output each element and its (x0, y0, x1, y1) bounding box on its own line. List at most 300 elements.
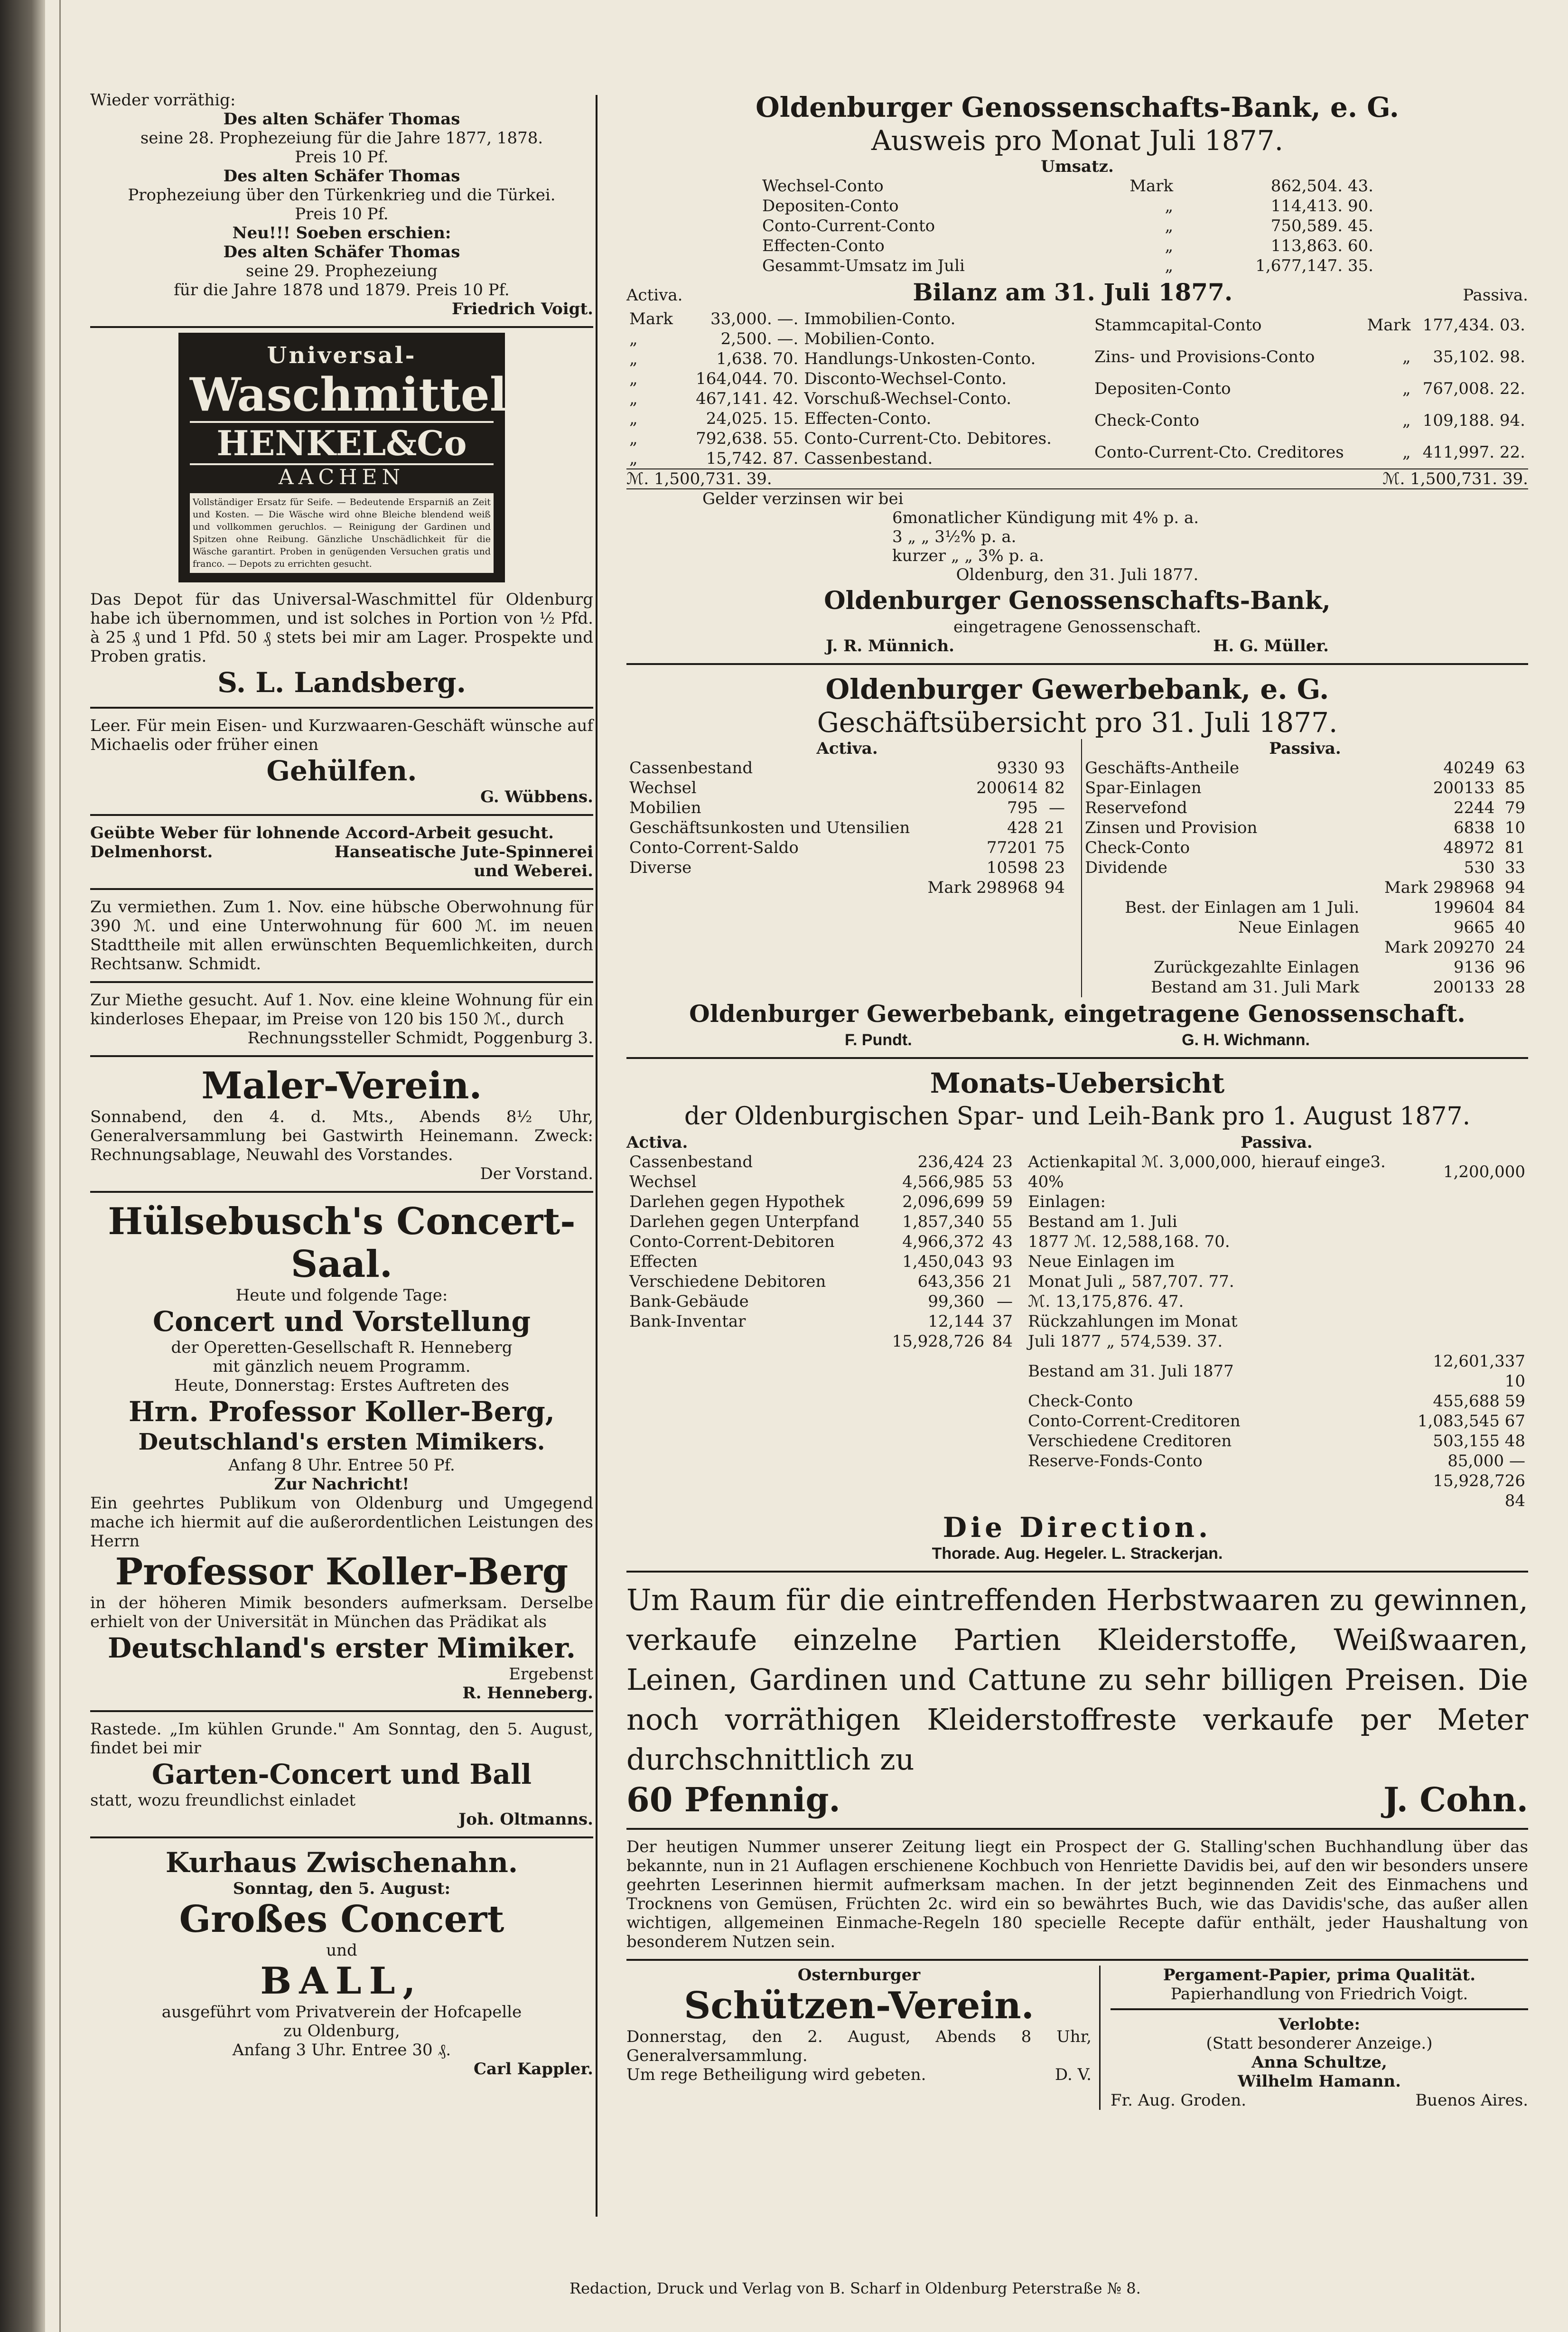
table-cell: Conto-Current-Conto (762, 216, 935, 235)
table-cell: 40249 (1443, 759, 1495, 777)
divider (90, 981, 593, 983)
divider (626, 1959, 1528, 1961)
table-cell: 43 (992, 1232, 1013, 1251)
table-cell (626, 878, 921, 898)
ad-text: (Statt besonderer Anzeige.) (1206, 2034, 1433, 2053)
table-cell: 200133 (1433, 778, 1495, 797)
ad-text: Leer. Für mein Eisen- und Kurzwaaren-Geschäft wünsche auf Michaelis oder früher einen (90, 716, 593, 754)
bilanz-passiva-table (1092, 309, 1528, 468)
table-cell: Zins- und Provisions-Conto (1094, 347, 1315, 366)
table-cell: Darlehen gegen Hypothek (629, 1192, 845, 1211)
table-cell: 28 (1504, 978, 1525, 997)
table-cell: „ (1165, 236, 1174, 255)
ad-text: Zu vermiethen. Zum 1. Nov. eine hübsche Oberwohnung für 390 ℳ. und eine Unterwohnung für 600 ℳ. im neuen Stadttheile mit allen erwünschten Bequemlichkeiten, durch Rechtsanw. Schmidt. (90, 898, 593, 974)
signature: J. R. Münnich. (826, 637, 955, 656)
table-cell: Conto-Corrent-Creditoren (1028, 1412, 1241, 1431)
table-cell: 862,504. 43. (1270, 177, 1373, 196)
ad-signature: Papierhandlung von Friedrich Voigt. (1170, 1985, 1468, 2004)
ad-heading: Concert und Vorstellung (152, 1305, 531, 1338)
table-row (1082, 758, 1528, 778)
table-cell: Check-Conto (1085, 838, 1190, 857)
ad-text: Ein geehrtes Publikum von Oldenburg und Umgegend mache ich hiermit auf die außerordentlichen Leistungen des Herrn (90, 1494, 593, 1551)
table-row (759, 236, 1376, 256)
activa-label: Activa. (626, 286, 683, 305)
table-cell: 12,144 (928, 1312, 985, 1331)
table-cell: „ (1402, 411, 1411, 431)
table-cell: 33,000. —. (710, 309, 799, 328)
table-cell: 109,188. 94. (1422, 411, 1525, 431)
table-cell: Mark (1367, 315, 1411, 335)
table-cell: 200133 (1433, 978, 1495, 997)
table-cell (626, 1331, 881, 1351)
divider (90, 814, 593, 816)
table-cell: Wechsel (629, 778, 697, 797)
ad-text: Heute, Donnerstag: Erstes Auftreten des (174, 1376, 509, 1395)
table-cell (1407, 1232, 1528, 1252)
table-cell: 85,000 — (1447, 1452, 1525, 1470)
table-row (1025, 1192, 1528, 1212)
table-row (1092, 309, 1528, 341)
ad-text: Wilhelm Hamann. (1238, 2072, 1401, 2091)
table-cell: 2,500. —. (720, 329, 799, 348)
table-row (626, 1232, 1016, 1252)
binding-line (59, 0, 61, 2332)
divider (626, 1828, 1528, 1830)
table-row (1082, 937, 1528, 957)
table-cell: Geschäfts-Antheile (1085, 759, 1240, 777)
table-row (626, 1252, 1016, 1272)
table-cell: „ (629, 429, 638, 448)
signatures: Thorade. Aug. Hegeler. L. Strackerjan. (932, 1545, 1223, 1563)
zins-text: Gelder verzinsen wir bei (702, 489, 904, 508)
passiva-label: Passiva. (1463, 286, 1528, 305)
table-cell: 455,688 59 (1433, 1392, 1525, 1411)
ad-heading: Kurhaus Zwischenahn. (165, 1846, 518, 1879)
table-row (1025, 1252, 1528, 1272)
ad-heading: Gehülfen. (266, 755, 417, 787)
table-cell: Bank-Gebäude (629, 1292, 749, 1311)
ad-heading: Deutschland's ersten Mimikers. (138, 1429, 545, 1455)
passiva-label: Passiva. (1269, 739, 1341, 758)
table-cell: 59 (992, 1192, 1013, 1211)
table-cell: 93 (992, 1252, 1013, 1271)
table-cell: 411,997. 22. (1422, 443, 1525, 462)
table-cell: „ (629, 449, 638, 468)
table-row (1025, 1232, 1528, 1252)
ad-rastede (90, 1717, 593, 1832)
table-row (759, 256, 1376, 276)
table-cell: 24,025. 15. (706, 409, 799, 428)
table-cell: 48972 (1443, 838, 1495, 857)
divider (626, 1571, 1528, 1573)
ad-text: Zur Nachricht! (274, 1475, 410, 1494)
table-row (1082, 977, 1528, 997)
ad-text: Das Depot für das Universal-Waschmittel für Oldenburg habe ich übernommen, und ist solches in Portion von ½ Pfd. à 25 ₰ und 1 Pfd. 50 ₰ stets bei mir am Lager. Prospekte und Proben gratis. (90, 590, 593, 666)
table-cell: 12,601,337 10 (1433, 1352, 1525, 1391)
ad-heading: Maler-Verein. (201, 1064, 482, 1107)
table-cell (1407, 1311, 1528, 1331)
table-cell: Geschäftsunkosten und Utensilien (629, 818, 910, 837)
ad-text: seine 28. Prophezeiung für die Jahre 1877, 1878. (140, 129, 543, 148)
table-cell: Mark 209270 (1384, 938, 1495, 957)
ad-text: Preis 10 Pf. (295, 148, 389, 167)
passiva-total: ℳ. 1,500,731. 39. (1382, 469, 1528, 488)
henkel-line: AACHEN (278, 465, 405, 489)
table-row (1025, 1272, 1528, 1292)
table-cell: 643,356 (917, 1272, 985, 1291)
column-separator (596, 95, 597, 2217)
ad-heading: Des alten Schäfer Thomas (223, 243, 460, 262)
ad-schuetzen-verein (626, 1966, 1101, 2110)
ad-text: Heute und folgende Tage: (235, 1286, 448, 1305)
table-cell (1025, 1471, 1407, 1511)
table-cell: Check-Conto (1094, 411, 1200, 431)
ad-price: 60 Pfennig. (626, 1780, 840, 1819)
table-row (1025, 1212, 1528, 1232)
table-row (759, 176, 1376, 196)
table-row (1082, 858, 1528, 878)
ad-heading: Großes Concert (179, 1898, 504, 1941)
table-row (626, 758, 1068, 778)
table-cell: 21 (992, 1272, 1013, 1291)
henkel-fineprint: Vollständiger Ersatz für Seife. — Bedeutende Ersparniß an Zeit und Kosten. — Die Wäsche wird ohne Bleiche blendend weiß und vollkommen geruchlos. — Reinigung der Gardinen und Spitzen ohne Reibung. Gänzliche Unschädlichkeit für die Wäsche garantirt. Proben in genügenden Versuchen gratis und franco. — Depots zu errichten gesucht. (190, 493, 494, 573)
table-cell: Neue Einlagen im (1028, 1252, 1175, 1271)
table-cell: 94 (1044, 878, 1065, 897)
table-row (1025, 1471, 1528, 1511)
ad-text: Um Raum für die eintreffenden Herbstwaaren zu gewinnen, verkaufe einzelne Partien Kleiderstoffe, Weißwaaren, Leinen, Gardinen und Cattune zu sehr billigen Preisen. Die noch vorräthigen Kleiderstoffreste verkaufe per Meter durchschnittlich zu (626, 1583, 1528, 1777)
table-cell: Wechsel (629, 1172, 697, 1191)
henkel-logo-ad (178, 333, 505, 582)
table-cell: 792,638. 55. (696, 429, 799, 448)
table-cell: 55 (992, 1212, 1013, 1231)
right-column (626, 88, 1528, 2110)
table-row (1082, 878, 1528, 898)
ad-signature: R. Henneberg. (462, 1684, 593, 1703)
divider (626, 663, 1528, 665)
table-row (626, 329, 1082, 349)
ad-text: Rastede. „Im kühlen Grunde." Am Sonntag, den 5. August, findet bei mir (90, 1720, 593, 1758)
ad-text: Ergebenst (509, 1665, 593, 1684)
table-cell: Dividende (1085, 858, 1167, 877)
table-row (1082, 838, 1528, 858)
table-cell (1407, 1192, 1528, 1212)
table-cell: „ (629, 409, 638, 428)
zins-text: kurzer „ „ 3% p. a. (892, 546, 1044, 565)
ad-text: der Operetten-Gesellschaft R. Henneberg (171, 1338, 513, 1357)
ad-text: ausgeführt vom Privatverein der Hofcapelle (161, 2003, 522, 2022)
spar-passiva (1025, 1133, 1528, 1511)
table-cell: Mark 298968 (927, 878, 1038, 897)
table-cell: 767,008. 22. (1422, 379, 1525, 398)
table-row (626, 818, 1068, 838)
bilanz-activa-table (626, 309, 1082, 468)
activa-label: Activa. (816, 739, 878, 758)
ad-heading: Professor Koller-Berg (115, 1550, 569, 1593)
ad-text: Um rege Betheiligung wird gebeten. (626, 2065, 926, 2084)
ad-text: Pergament-Papier, prima Qualität. (1163, 1966, 1476, 1985)
table-row (626, 1152, 1016, 1172)
table-cell: 23 (992, 1152, 1013, 1171)
table-row (626, 409, 1082, 429)
table-cell: „ (1402, 379, 1411, 398)
ad-place: Delmenhorst. (90, 843, 213, 862)
table-row (626, 1212, 1016, 1232)
gewerbe-passiva (1081, 739, 1528, 997)
table-cell: 428 (1007, 818, 1038, 837)
table-cell: Handlungs-Unkosten-Conto. (804, 349, 1036, 368)
table-row (626, 1292, 1016, 1311)
zins-text: 3 „ „ 3½% p. a. (892, 527, 1017, 546)
ad-wuebbens (90, 713, 593, 809)
table-cell: 795 (1007, 798, 1038, 817)
table-cell: Gesammt-Umsatz im Juli (762, 256, 965, 275)
table-cell (1407, 1272, 1528, 1292)
table-cell: Zinsen und Provision (1085, 818, 1258, 837)
table-cell: Conto-Corrent-Saldo (629, 838, 799, 857)
table-cell: 1,638. 70. (716, 349, 799, 368)
table-row (1082, 798, 1528, 818)
bank-subtitle: der Oldenburgischen Spar- und Leih-Bank pro 1. August 1877. (684, 1102, 1471, 1131)
ad-concert-saal (90, 1198, 593, 1705)
table-cell: 15,928,726 (892, 1332, 985, 1351)
table-cell: 467,141. 42. (696, 389, 799, 408)
divider (90, 1836, 593, 1838)
henkel-line: Waschmittel (190, 368, 507, 421)
table-cell: Mark (629, 309, 673, 328)
table-cell: 1,677,147. 35. (1255, 256, 1373, 275)
ad-heading: Hrn. Professor Koller-Berg, (128, 1395, 555, 1428)
table-cell: 94 (1504, 878, 1525, 897)
table-cell: Monat Juli „ 587,707. 77. (1028, 1272, 1234, 1291)
divider (1111, 2008, 1528, 2010)
table-cell: 21 (1044, 818, 1065, 837)
ad-heading: Hülsebusch's Concert-Saal. (108, 1200, 576, 1286)
signature: G. H. Wichmann. (1182, 1031, 1310, 1049)
table-row (626, 1172, 1016, 1192)
table-cell: Cassenbestand (629, 1152, 753, 1171)
table-cell: Mobilien (629, 798, 701, 817)
table-cell: 6838 (1453, 818, 1495, 837)
ad-text: und (326, 1941, 357, 1960)
ad-text: Preis 10 Pf. (295, 205, 389, 224)
table-cell: Bestand am 31. Juli 1877 (1028, 1362, 1234, 1381)
table-cell: 750,589. 45. (1270, 216, 1373, 235)
table-cell: 53 (992, 1172, 1013, 1191)
table-cell: 114,413. 90. (1270, 197, 1373, 215)
ad-text: Anfang 3 Uhr. Entree 30 ₰. (232, 2041, 451, 2060)
divider (90, 1710, 593, 1712)
table-cell: „ (1402, 347, 1411, 366)
table-cell: Verschiedene Creditoren (1028, 1432, 1232, 1451)
ad-text: Anna Schultze, (1251, 2053, 1387, 2072)
table-row (1092, 405, 1528, 437)
table-cell: 4,966,372 (902, 1232, 985, 1251)
table-cell: Verschiedene Debitoren (629, 1272, 826, 1291)
table-cell: Effecten-Conto (762, 236, 885, 255)
direction-title: Die Direction. (943, 1511, 1212, 1544)
table-cell: Depositen-Conto (762, 197, 899, 215)
table-cell (1407, 1292, 1528, 1311)
table-cell: Rückzahlungen im Monat (1028, 1312, 1238, 1331)
table-row (1025, 1391, 1528, 1411)
table-cell: Mark (1129, 177, 1174, 196)
table-cell: 81 (1504, 838, 1525, 857)
firm-name: Oldenburger Genossenschafts-Bank, (824, 586, 1331, 615)
signature: F. Pundt. (845, 1031, 912, 1049)
table-cell: 77201 (986, 838, 1038, 857)
table-cell: 1,857,340 (902, 1212, 985, 1231)
ad-text: Neu!!! Soeben erschien: (232, 224, 451, 243)
ad-text: mit gänzlich neuem Programm. (213, 1357, 471, 1376)
ad-text: in der höheren Mimik besonders aufmerksam. Derselbe erhielt von der Universität in München das Prädikat als (90, 1593, 593, 1631)
ad-signature: Joh. Oltmanns. (458, 1810, 593, 1829)
ad-text: Donnerstag, den 2. August, Abends 8 Uhr, Generalversammlung. (626, 2027, 1092, 2065)
table-cell: 530 (1464, 858, 1495, 877)
ad-signature: Carl Kappler. (473, 2060, 593, 2079)
table-cell: 15,928,726 84 (1433, 1471, 1525, 1510)
table-cell: Reservefond (1085, 798, 1187, 817)
divider (90, 326, 593, 328)
table-row (1082, 778, 1528, 798)
table-row (626, 1331, 1016, 1351)
table-row (1025, 1292, 1528, 1311)
table-row (626, 778, 1068, 798)
table-cell: 1877 ℳ. 12,588,168. 70. (1028, 1232, 1230, 1251)
table-cell (1082, 937, 1362, 957)
table-cell: 199604 (1433, 898, 1495, 917)
table-cell: Bank-Inventar (629, 1312, 746, 1331)
table-row (1025, 1331, 1528, 1351)
table-cell: „ (1165, 256, 1174, 275)
table-row (1025, 1451, 1528, 1471)
bank-title: Oldenburger Gewerbebank, e. G. (825, 673, 1329, 705)
table-row (759, 216, 1376, 236)
page-gutter (0, 0, 45, 2332)
table-cell: 40 (1504, 918, 1525, 937)
ad-genossenschafts-bank (626, 88, 1528, 658)
table-cell: 10 (1504, 818, 1525, 837)
gewerbe-passiva-table (1082, 758, 1528, 997)
table-row (1092, 341, 1528, 373)
table-row (1025, 1152, 1528, 1192)
zins-text: 6monatlicher Kündigung mit 4% p. a. (892, 508, 1199, 527)
table-cell: 35,102. 98. (1433, 347, 1525, 366)
table-row (1092, 437, 1528, 468)
table-cell: 200614 (976, 778, 1038, 797)
table-cell: Best. der Einlagen am 1 Juli. (1125, 898, 1360, 917)
table-cell: 2244 (1453, 798, 1495, 817)
table-cell: „ (629, 349, 638, 368)
table-cell: Effecten (629, 1252, 698, 1271)
table-cell: „ (1402, 443, 1411, 462)
umsatz-table (759, 176, 1376, 276)
table-row (1092, 373, 1528, 404)
table-row (626, 429, 1082, 449)
table-cell: 1,083,545 67 (1417, 1412, 1525, 1431)
ad-miethe-gesucht (90, 988, 593, 1050)
ad-text: Anfang 8 Uhr. Entree 50 Pf. (228, 1456, 455, 1475)
ad-right-small (1111, 1966, 1528, 2110)
table-cell: 79 (1504, 798, 1525, 817)
ad-weber (90, 821, 593, 883)
table-cell: Conto-Current-Cto. Creditores (1094, 443, 1344, 462)
table-cell: 9330 (997, 759, 1038, 777)
table-cell: „ (1165, 197, 1174, 215)
table-row (626, 1192, 1016, 1212)
table-cell: Depositen-Conto (1094, 379, 1231, 398)
table-row (626, 798, 1068, 818)
section-title: Umsatz. (1041, 157, 1114, 176)
table-cell: Cassenbestand. (804, 449, 933, 468)
ad-text: Der heutigen Nummer unserer Zeitung liegt ein Prospect der G. Stalling'schen Buchhandlung über das bekannte, nun in 21 Auflagen erschienene Kochbuch von Henriette Davidis bei, auf den wir besonders unsere geehrten Leserinnen hiermit aufmerksam machen. In der jetzt beginnenden Zeit des Einmachens und Trocknens von Gemüsen, Früchten 2c. wird ein so bewährtes Buch, wie das Davidis'sche, das außer allen wichtigen, allgemeinen Einmache-Regeln 180 specielle Recepte dafür enthält, jeder Haushaltung von besonderem Nutzen sein. (626, 1837, 1528, 1951)
table-cell: Reserve-Fonds-Conto (1028, 1452, 1203, 1470)
spar-activa-table (626, 1152, 1016, 1351)
table-cell: 99,360 (928, 1292, 985, 1311)
table-row (626, 838, 1068, 858)
table-row (626, 369, 1082, 389)
table-cell: 236,424 (917, 1152, 985, 1171)
table-cell: 4,566,985 (902, 1172, 985, 1191)
ad-signature: Hanseatische Jute-Spinnerei und Weberei. (334, 843, 593, 880)
table-cell: — (997, 1292, 1013, 1311)
table-row (1082, 957, 1528, 977)
table-cell: 113,863. 60. (1270, 236, 1373, 255)
firm-name: Oldenburger Gewerbebank, eingetragene Genossenschaft. (689, 1000, 1465, 1028)
ad-signature: S. L. Landsberg. (217, 666, 466, 699)
bilanz-title: Bilanz am 31. Juli 1877. (913, 278, 1233, 306)
table-cell: Check-Conto (1028, 1392, 1133, 1411)
ad-text: Fr. Aug. Groden. (1111, 2091, 1247, 2110)
ad-signature: Friedrich Voigt. (451, 300, 593, 318)
table-cell: 9136 (1453, 958, 1495, 977)
ad-heading: Des alten Schäfer Thomas (223, 110, 460, 129)
ad-cohn (626, 1577, 1528, 1823)
table-cell: 24 (1504, 938, 1525, 957)
ad-heading: Verlobte: (1278, 2015, 1361, 2034)
ad-text: Wieder vorräthig: (90, 91, 236, 110)
ad-maler-verein (90, 1062, 593, 1186)
henkel-line: HENKEL&Co (190, 421, 494, 465)
left-column (90, 88, 593, 2081)
table-row (1025, 1411, 1528, 1431)
ad-text: zu Oldenburg, (283, 2022, 400, 2041)
table-cell: — (1049, 798, 1065, 817)
table-cell: Neue Einlagen (1238, 918, 1360, 937)
table-cell (1082, 878, 1362, 898)
ad-signature: D. V. (1055, 2065, 1092, 2084)
table-cell: Stammcapital-Conto (1094, 315, 1262, 335)
place-date: Oldenburg, den 31. Juli 1877. (956, 565, 1199, 584)
ad-text: Osternburger (797, 1966, 921, 1985)
table-cell: Zurückgezahlte Einlagen (1153, 958, 1360, 977)
table-row (626, 1311, 1016, 1331)
passiva-label: Passiva. (1241, 1133, 1313, 1152)
table-cell: 93 (1044, 759, 1065, 777)
table-cell (1407, 1331, 1528, 1351)
table-row (759, 196, 1376, 216)
bank-title: Monats-Uebersicht (930, 1067, 1225, 1099)
table-row (626, 349, 1082, 369)
table-row (1025, 1431, 1528, 1451)
divider (90, 888, 593, 890)
ad-signature: J. Cohn. (1383, 1780, 1528, 1819)
table-row (626, 878, 1068, 898)
divider (90, 1191, 593, 1193)
table-cell: ℳ. 13,175,876. 47. (1028, 1292, 1184, 1311)
table-cell: „ (1165, 216, 1174, 235)
table-cell: Mark 298968 (1384, 878, 1495, 897)
table-cell: „ (629, 389, 638, 408)
